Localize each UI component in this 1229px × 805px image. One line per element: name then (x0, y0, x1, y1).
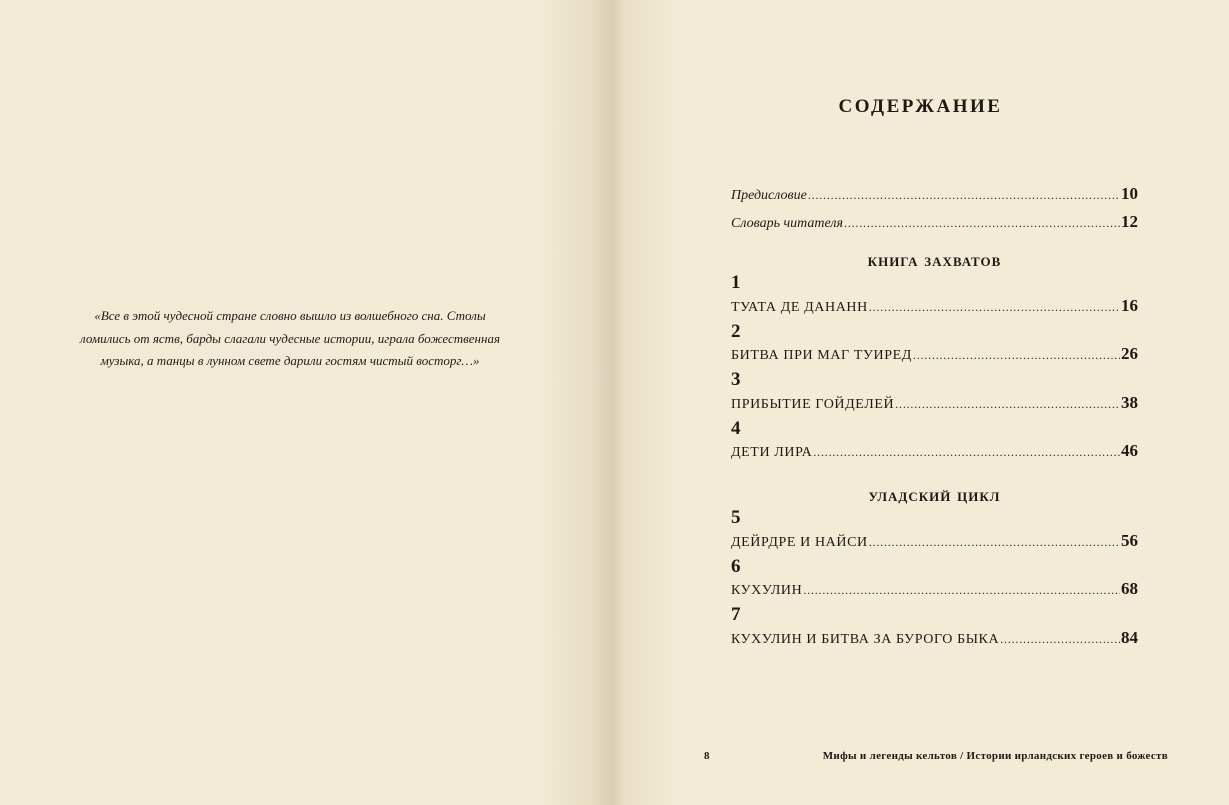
toc-entry-chapter[interactable] (731, 393, 1138, 413)
leader-dots (895, 397, 1120, 412)
leader-dots (803, 583, 1120, 598)
toc-page-number: 12 (1121, 212, 1138, 231)
leader-dots (813, 445, 1120, 460)
toc-entry-label: ДЕЙРДРЕ И НАЙСИ (731, 535, 868, 550)
chapter-number: 2 (731, 321, 741, 342)
toc-entry-label: КУХУЛИН (731, 583, 803, 598)
toc-entry-chapter[interactable] (731, 579, 1138, 599)
chapter-number: 3 (731, 369, 741, 390)
epigraph-quote (50, 305, 530, 373)
section-heading: уладский цикл (868, 485, 1001, 506)
toc-title: содержание (838, 88, 1003, 118)
section-heading: книга захватов (867, 250, 1002, 271)
toc-page-number: 56 (1121, 531, 1138, 550)
leader-dots (913, 348, 1120, 363)
toc-entry-label: ПРИБЫТИЕ ГОЙДЕЛЕЙ (731, 397, 895, 412)
leader-dots (869, 535, 1120, 550)
toc-page-number: 10 (1121, 184, 1138, 203)
toc-entry-chapter[interactable] (731, 628, 1138, 648)
quote-line: ломились от яств, барды слагали чудесные истории, играла божественная (80, 330, 500, 346)
toc-page-number: 84 (1121, 628, 1138, 647)
toc-page-number: 26 (1121, 344, 1138, 363)
page-number: 8 (704, 750, 710, 762)
toc-entry-chapter[interactable] (731, 344, 1138, 364)
leader-dots (869, 300, 1120, 315)
running-head: Мифы и легенды кельтов / Истории ирландских героев и божеств (822, 750, 1168, 762)
toc-page-number: 46 (1121, 441, 1138, 460)
quote-line: музыка, а танцы в лунном свете дарили гостям чистый восторг…» (100, 353, 480, 368)
left-page (0, 0, 612, 805)
leader-dots (1000, 632, 1120, 647)
toc-entry-chapter[interactable] (731, 441, 1138, 461)
toc-entry-label: ТУАТА ДЕ ДАНАНН (731, 300, 868, 315)
toc-entry-label: Предисловие (731, 188, 807, 203)
toc-page-number: 68 (1121, 579, 1138, 598)
toc-entry-label: ДЕТИ ЛИРА (731, 445, 813, 460)
chapter-number: 6 (731, 556, 741, 577)
quote-line: «Все в этой чудесной стране словно вышло из волшебного сна. Столы (94, 308, 486, 323)
chapter-number: 5 (731, 507, 741, 528)
leader-dots (844, 216, 1120, 231)
leader-dots (808, 188, 1120, 203)
toc-entry-chapter[interactable] (731, 296, 1138, 316)
toc-entry-label: БИТВА ПРИ МАГ ТУИРЕД (731, 348, 912, 363)
toc-entry-label: КУХУЛИН И БИТВА ЗА БУРОГО БЫКА (731, 632, 1000, 647)
toc-page-number: 16 (1121, 296, 1138, 315)
toc-entry-label: Словарь читателя (731, 216, 844, 231)
toc-entry-glossary[interactable] (731, 212, 1138, 232)
toc-entry-preface[interactable] (731, 184, 1138, 204)
chapter-number: 7 (731, 604, 741, 625)
chapter-number: 4 (731, 418, 741, 439)
toc-entry-chapter[interactable] (731, 531, 1138, 551)
toc-page-number: 38 (1121, 393, 1138, 412)
chapter-number: 1 (731, 272, 741, 293)
